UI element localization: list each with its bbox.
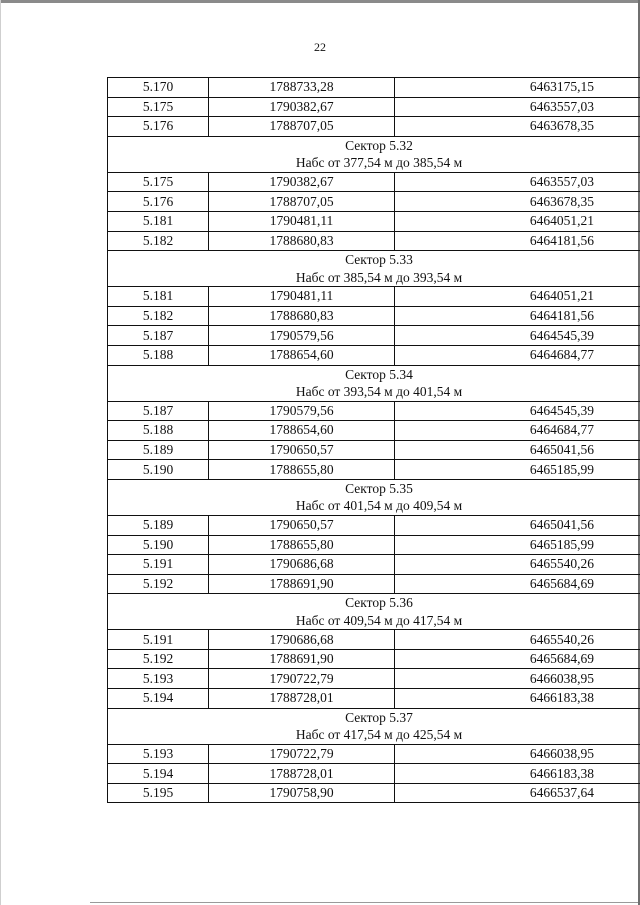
point-number-cell: 5.182 — [108, 231, 209, 251]
x-coordinate-cell: 1790382,67 — [209, 172, 395, 192]
point-number-cell: 5.191 — [108, 630, 209, 650]
sector-title: Сектор 5.37 — [345, 709, 413, 725]
y-coordinate-cell: 6464051,21 — [395, 287, 640, 307]
point-number-cell: 5.193 — [108, 669, 209, 689]
table-row — [108, 515, 640, 535]
scan-edge-bottom — [90, 902, 638, 903]
point-number-cell: 5.194 — [108, 689, 209, 709]
sector-header-row — [108, 594, 640, 630]
table-row — [108, 345, 640, 365]
x-coordinate-cell: 1790722,79 — [209, 669, 395, 689]
point-number-cell: 5.192 — [108, 649, 209, 669]
coordinates-table — [107, 77, 640, 803]
table-row — [108, 97, 640, 117]
x-coordinate-cell: 1788655,80 — [209, 535, 395, 555]
point-number-cell: 5.175 — [108, 172, 209, 192]
point-number-cell: 5.187 — [108, 326, 209, 346]
x-coordinate-cell: 1790650,57 — [209, 440, 395, 460]
sector-header-cell — [108, 136, 640, 172]
y-coordinate-cell: 6465185,99 — [395, 460, 640, 480]
point-number-cell: 5.187 — [108, 401, 209, 421]
y-coordinate-cell: 6465684,69 — [395, 649, 640, 669]
y-coordinate-cell: 6465540,26 — [395, 555, 640, 575]
x-coordinate-cell: 1790382,67 — [209, 97, 395, 117]
table-row — [108, 326, 640, 346]
point-number-cell: 5.175 — [108, 97, 209, 117]
table-row — [108, 460, 640, 480]
point-number-cell: 5.188 — [108, 345, 209, 365]
x-coordinate-cell: 1788654,60 — [209, 345, 395, 365]
table-row — [108, 649, 640, 669]
x-coordinate-cell: 1790722,79 — [209, 744, 395, 764]
point-number-cell: 5.189 — [108, 440, 209, 460]
sector-header-row — [108, 479, 640, 515]
y-coordinate-cell: 6465041,56 — [395, 515, 640, 535]
table-row — [108, 306, 640, 326]
point-number-cell: 5.190 — [108, 460, 209, 480]
point-number-cell: 5.176 — [108, 117, 209, 137]
point-number-cell: 5.182 — [108, 306, 209, 326]
y-coordinate-cell: 6466038,95 — [395, 669, 640, 689]
x-coordinate-cell: 1790686,68 — [209, 630, 395, 650]
x-coordinate-cell: 1788654,60 — [209, 421, 395, 441]
x-coordinate-cell: 1788707,05 — [209, 192, 395, 212]
sector-range: Набс от 409,54 м до 417,54 м — [295, 612, 463, 628]
point-number-cell: 5.191 — [108, 555, 209, 575]
x-coordinate-cell: 1788728,01 — [209, 689, 395, 709]
x-coordinate-cell: 1790579,56 — [209, 401, 395, 421]
y-coordinate-cell: 6464051,21 — [395, 211, 640, 231]
table-row — [108, 211, 640, 231]
sector-title: Сектор 5.35 — [345, 480, 413, 496]
x-coordinate-cell: 1790758,90 — [209, 783, 395, 803]
table-row — [108, 555, 640, 575]
x-coordinate-cell: 1790481,11 — [209, 211, 395, 231]
table-row — [108, 783, 640, 803]
x-coordinate-cell: 1788691,90 — [209, 649, 395, 669]
x-coordinate-cell: 1790481,11 — [209, 287, 395, 307]
scan-edge-left — [0, 0, 1, 905]
table-row — [108, 421, 640, 441]
sector-title: Сектор 5.32 — [345, 137, 413, 153]
point-number-cell: 5.193 — [108, 744, 209, 764]
y-coordinate-cell: 6466038,95 — [395, 744, 640, 764]
y-coordinate-cell: 6464545,39 — [395, 326, 640, 346]
table-row — [108, 117, 640, 137]
y-coordinate-cell: 6463678,35 — [395, 192, 640, 212]
point-number-cell: 5.170 — [108, 78, 209, 98]
table-row — [108, 669, 640, 689]
sector-header-row — [108, 136, 640, 172]
point-number-cell: 5.190 — [108, 535, 209, 555]
x-coordinate-cell: 1788733,28 — [209, 78, 395, 98]
table-row — [108, 744, 640, 764]
point-number-cell: 5.192 — [108, 574, 209, 594]
sector-header-cell — [108, 251, 640, 287]
table-row — [108, 172, 640, 192]
sector-range: Набс от 385,54 м до 393,54 м — [295, 269, 463, 285]
y-coordinate-cell: 6463678,35 — [395, 117, 640, 137]
sector-header-row — [108, 365, 640, 401]
x-coordinate-cell: 1788691,90 — [209, 574, 395, 594]
x-coordinate-cell: 1788655,80 — [209, 460, 395, 480]
sector-title: Сектор 5.36 — [345, 595, 413, 611]
table-row — [108, 440, 640, 460]
sector-title: Сектор 5.33 — [345, 252, 413, 268]
y-coordinate-cell: 6466183,38 — [395, 764, 640, 784]
y-coordinate-cell: 6464684,77 — [395, 345, 640, 365]
y-coordinate-cell: 6465540,26 — [395, 630, 640, 650]
sector-title: Сектор 5.34 — [345, 366, 413, 382]
y-coordinate-cell: 6464181,56 — [395, 306, 640, 326]
y-coordinate-cell: 6463175,15 — [395, 78, 640, 98]
point-number-cell: 5.181 — [108, 287, 209, 307]
y-coordinate-cell: 6466537,64 — [395, 783, 640, 803]
point-number-cell: 5.188 — [108, 421, 209, 441]
y-coordinate-cell: 6466183,38 — [395, 689, 640, 709]
sector-header-cell — [108, 594, 640, 630]
sector-range: Набс от 393,54 м до 401,54 м — [295, 384, 463, 400]
x-coordinate-cell: 1790650,57 — [209, 515, 395, 535]
table-row — [108, 535, 640, 555]
table-row — [108, 231, 640, 251]
sector-header-cell — [108, 708, 640, 744]
point-number-cell: 5.181 — [108, 211, 209, 231]
table-row — [108, 192, 640, 212]
point-number-cell: 5.195 — [108, 783, 209, 803]
table-row — [108, 574, 640, 594]
sector-range: Набс от 401,54 м до 409,54 м — [295, 498, 463, 514]
table-row — [108, 630, 640, 650]
sector-header-row — [108, 251, 640, 287]
x-coordinate-cell: 1788707,05 — [209, 117, 395, 137]
table-row — [108, 287, 640, 307]
y-coordinate-cell: 6465684,69 — [395, 574, 640, 594]
point-number-cell: 5.176 — [108, 192, 209, 212]
sector-range: Набс от 377,54 м до 385,54 м — [295, 155, 463, 171]
y-coordinate-cell: 6464545,39 — [395, 401, 640, 421]
coordinates-table-body — [108, 78, 640, 803]
scan-edge-top — [0, 0, 640, 3]
x-coordinate-cell: 1790579,56 — [209, 326, 395, 346]
y-coordinate-cell: 6465041,56 — [395, 440, 640, 460]
x-coordinate-cell: 1788680,83 — [209, 306, 395, 326]
table-row — [108, 689, 640, 709]
sector-header-row — [108, 708, 640, 744]
sector-range: Набс от 417,54 м до 425,54 м — [295, 727, 463, 743]
y-coordinate-cell: 6464181,56 — [395, 231, 640, 251]
point-number-cell: 5.189 — [108, 515, 209, 535]
y-coordinate-cell: 6465185,99 — [395, 535, 640, 555]
table-row — [108, 764, 640, 784]
table-row — [108, 401, 640, 421]
page-number: 22 — [314, 40, 326, 54]
x-coordinate-cell: 1788680,83 — [209, 231, 395, 251]
y-coordinate-cell: 6463557,03 — [395, 97, 640, 117]
x-coordinate-cell: 1788728,01 — [209, 764, 395, 784]
point-number-cell: 5.194 — [108, 764, 209, 784]
x-coordinate-cell: 1790686,68 — [209, 555, 395, 575]
sector-header-cell — [108, 365, 640, 401]
y-coordinate-cell: 6464684,77 — [395, 421, 640, 441]
sector-header-cell — [108, 479, 640, 515]
table-row — [108, 78, 640, 98]
y-coordinate-cell: 6463557,03 — [395, 172, 640, 192]
